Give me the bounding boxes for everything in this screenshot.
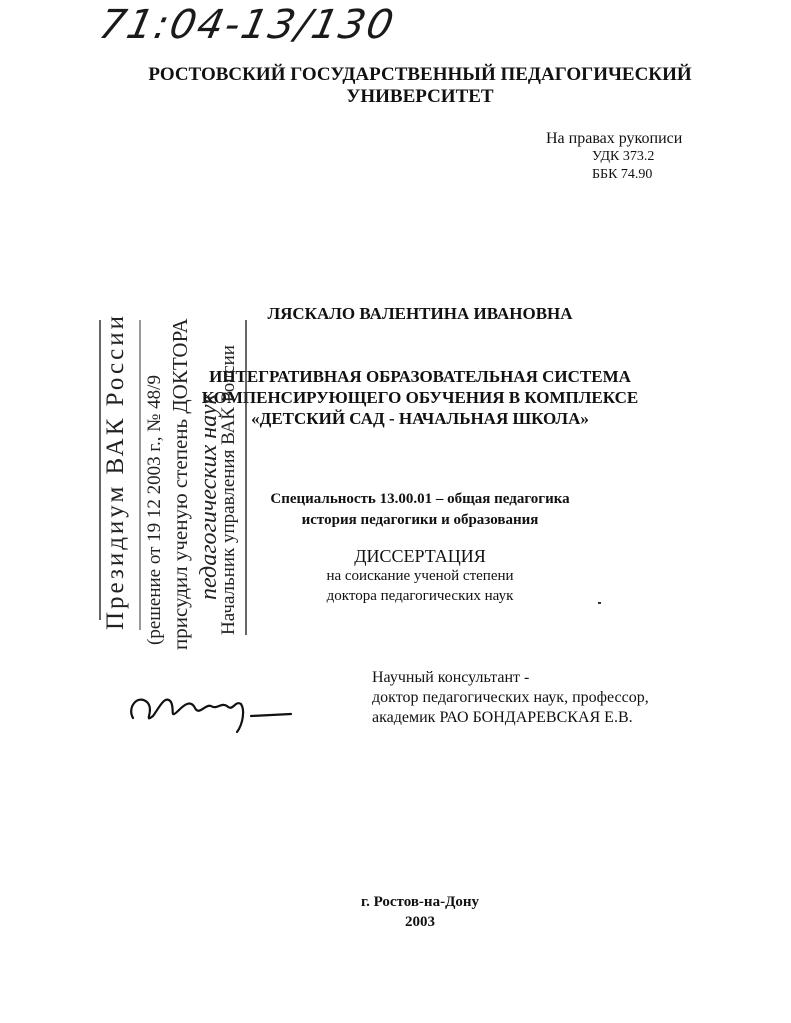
stamp-border-lines — [96, 300, 264, 660]
consultant-line-2: доктор педагогических наук, профессор, — [372, 689, 649, 706]
scientific-consultant — [372, 668, 752, 728]
dissertation-heading: ДИССЕРТАЦИЯ — [354, 546, 486, 566]
author-name: ЛЯСКАЛО ВАЛЕНТИНА ИВАНОВНА — [267, 304, 573, 323]
city: г. Ростов-на-Дону — [360, 894, 480, 910]
dissertation-line-1: на соискание ученой степени — [326, 568, 514, 584]
title-line-1: ИНТЕГРАТИВНАЯ ОБРАЗОВАТЕЛЬНАЯ СИСТЕМА — [209, 367, 631, 386]
university-line-2: УНИВЕРСИТЕТ — [346, 86, 494, 107]
dissertation-line-2: доктора педагогических наук — [326, 588, 514, 604]
university-line-1: РОСТОВСКИЙ ГОСУДАРСТВЕННЫЙ ПЕДАГОГИЧЕСКИЙ — [148, 64, 692, 85]
specialty-block — [230, 489, 610, 531]
speck — [598, 602, 601, 604]
place-and-year — [300, 892, 540, 932]
stamp-line-2: (решение от 19 12 2003 г., № 48/9 — [144, 375, 165, 645]
stamp-line-5: Начальник управления ВАК России — [218, 345, 239, 635]
consultant-line-3: академик РАО БОНДАРЕВСКАЯ Е.В. — [372, 709, 633, 726]
university-header — [100, 64, 740, 108]
title-line-2: КОМПЕНСИРУЮЩЕГО ОБУЧЕНИЯ В КОМПЛЕКСЕ — [201, 388, 639, 407]
consultant-line-1: Научный консультант - — [372, 669, 530, 686]
manuscript-rights-block — [546, 130, 766, 184]
stamp-line-4: педагогических наук — [196, 393, 222, 600]
specialty-line-1: Специальность 13.00.01 – общая педагогика — [270, 491, 570, 507]
dissertation-block — [270, 546, 570, 606]
udk-code: УДК 373.2 — [592, 149, 655, 164]
stamp-line-1: Президиум ВАК России — [102, 313, 129, 630]
bbk-code: ББК 74.90 — [592, 167, 653, 182]
manuscript-rights-label: На правах рукописи — [546, 130, 683, 147]
handwritten-catalogue-number: 71:04-13/130 — [95, 2, 400, 48]
vak-approval-stamp — [96, 300, 264, 660]
title-line-3: «ДЕТСКИЙ САД - НАЧАЛЬНАЯ ШКОЛА» — [251, 409, 589, 428]
year: 2003 — [405, 914, 435, 930]
stamp-line-3: присудил ученую степень ДОКТОРА — [168, 318, 192, 650]
specialty-line-2: история педагогики и образования — [301, 512, 539, 528]
handwritten-signature — [125, 680, 295, 740]
